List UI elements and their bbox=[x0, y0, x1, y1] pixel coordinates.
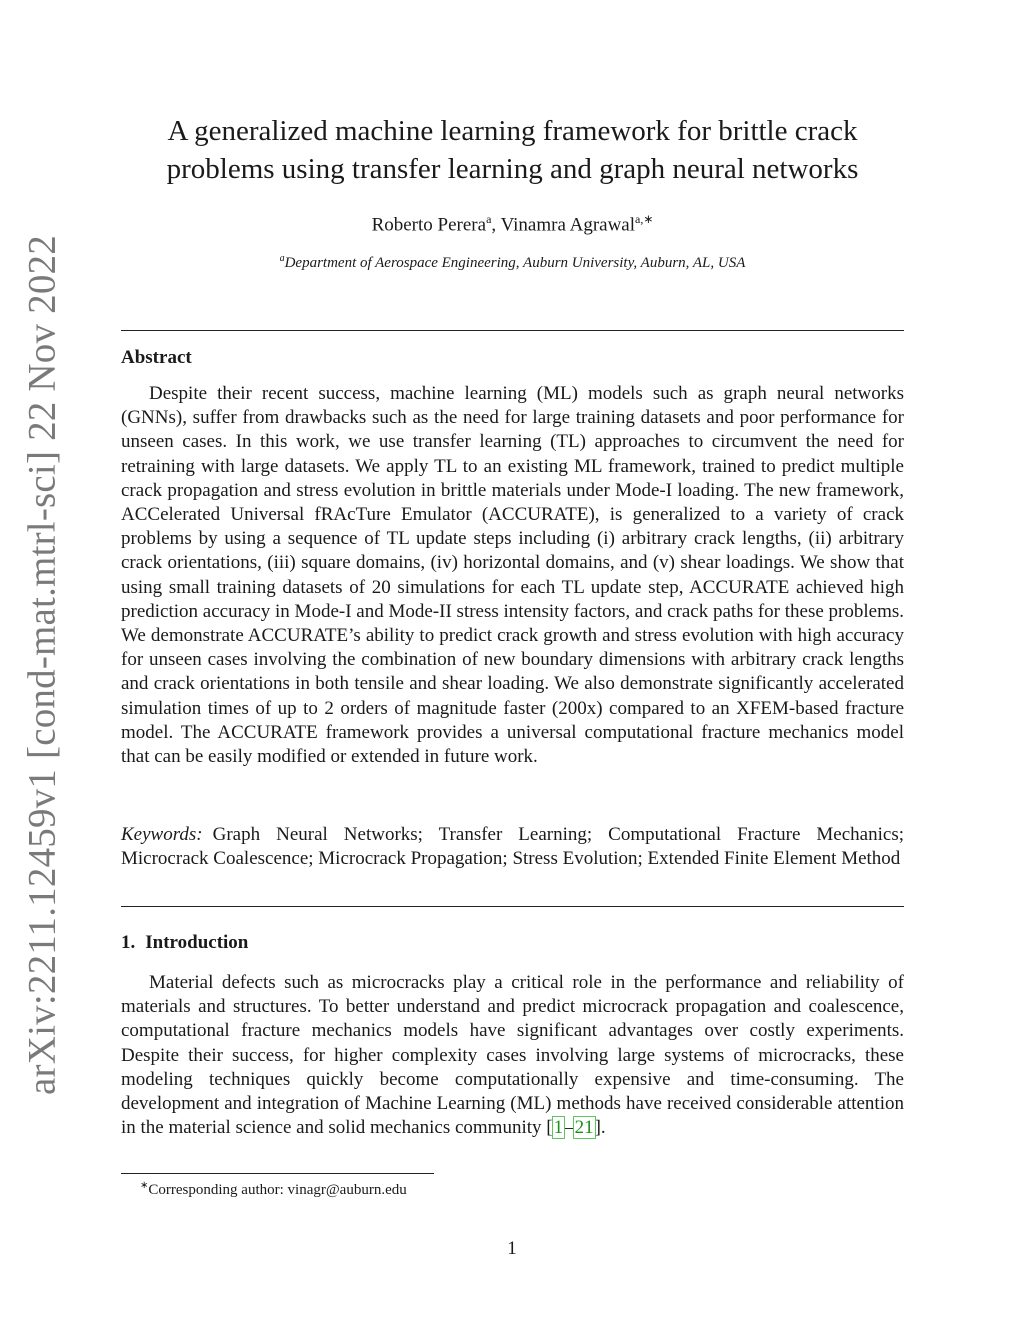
footnote-rule bbox=[121, 1173, 434, 1174]
section-heading-introduction bbox=[121, 932, 248, 954]
author-affiliation-mark: a bbox=[486, 212, 492, 226]
citation-number: 1 bbox=[553, 1117, 564, 1139]
citation-link-21[interactable] bbox=[574, 1117, 595, 1138]
citation-reference[interactable] bbox=[546, 1117, 601, 1138]
sentence-period: . bbox=[600, 1117, 606, 1139]
abstract-bottom-rule bbox=[121, 906, 904, 907]
abstract-text: Despite their recent success, machine learning (ML) models such as graph neural networks (GNNs), suffer from drawbacks such as the need for large training datasets and poor performance for unseen cases. In this work, we use transfer learning (TL) approaches to circumvent the need for retraining with large datasets. We apply TL to an existing ML framework, trained to predict multiple crack propagation and stress evolution in brittle materials under Mode-I loading. The new framework, ACCelerated Universal fRAcTure Emulator (ACCURATE), is generalized to a variety of crack problems by using a sequence of TL update steps including (i) arbitrary crack lengths, (ii) arbitrary crack orientations, (iii) square domains, (iv) horizontal domains, and (v) shear loadings. We show that using small training datasets of 20 simulations for each TL update step, ACCURATE achieved high prediction accuracy in Mode-I and Mode-II stress intensity factors, and crack paths for these problems. We demonstrate ACCURATE’s ability to predict crack growth and stress evolution with high accuracy for unseen cases involving the combination of new boundary dimensions with arbitrary crack lengths and crack orientations in both tensile and shear loading. We also demonstrate significantly accelerated simulation times of up to 2 orders of magnitude faster (200x) compared to an XFEM-based fracture model. The ACCURATE framework provides a universal computational fracture mechanics model that can be easily modified or extended in future work. bbox=[121, 383, 904, 768]
citation-close-bracket: ] bbox=[594, 1117, 601, 1139]
page-number: 1 bbox=[507, 1238, 517, 1259]
abstract-top-rule bbox=[121, 330, 904, 331]
section-title: Introduction bbox=[145, 932, 249, 953]
abstract-heading: Abstract bbox=[121, 347, 192, 368]
footnote-mark: ∗ bbox=[140, 1180, 149, 1191]
keywords-text: Graph Neural Networks; Transfer Learning; Computational Fracture Mechanics; Microcrack Coalescence; Microcrack Propagation; Stress Evolution; Extended Finite Element Method bbox=[121, 824, 904, 870]
author-separator: , bbox=[491, 214, 501, 236]
citation-number: 21 bbox=[574, 1117, 594, 1139]
footnote bbox=[140, 1180, 407, 1199]
affiliation-mark: a bbox=[279, 253, 285, 264]
author-affiliation-mark: a,∗ bbox=[635, 212, 654, 226]
paper-title: A generalized machine learning framework for brittle crack problems using transfer learning and graph neural networks bbox=[166, 115, 859, 185]
introduction-paragraph bbox=[121, 971, 904, 1140]
author-name: Vinamra Agrawal bbox=[500, 214, 636, 236]
citation-range-dash: – bbox=[564, 1117, 574, 1139]
arxiv-identifier-stamp[interactable]: arXiv:2211.12459v1 [cond-mat.mtrl-sci] 22 Nov 2022 bbox=[20, 235, 64, 1095]
citation-open-bracket: [ bbox=[546, 1117, 553, 1139]
affiliation-text: Department of Aerospace Engineering, Auburn University, Auburn, AL, USA bbox=[284, 255, 746, 271]
section-number: 1. bbox=[121, 932, 136, 953]
keywords bbox=[121, 823, 904, 871]
citation-link-1[interactable] bbox=[553, 1117, 565, 1138]
keywords-label: Keywords: bbox=[121, 824, 203, 845]
author-list bbox=[121, 212, 904, 236]
footnote-text: Corresponding author: vinagr@auburn.edu bbox=[148, 1182, 407, 1198]
author-name: Roberto Perera bbox=[371, 214, 487, 236]
introduction-text: Material defects such as microcracks play a critical role in the performance and reliability of materials and structures. To better understand and predict microcrack propagation and coalescence, computational fracture mechanics models have significant advantages over costly experiments. Despite their success, for higher complexity cases involving large systems of microcracks, these modeling techniques quickly become computationally expensive and time-consuming. The development and integration of Machine Learning (ML) methods have received considerable attention in the material science and solid mechanics community bbox=[121, 972, 904, 1139]
affiliation bbox=[121, 253, 904, 272]
